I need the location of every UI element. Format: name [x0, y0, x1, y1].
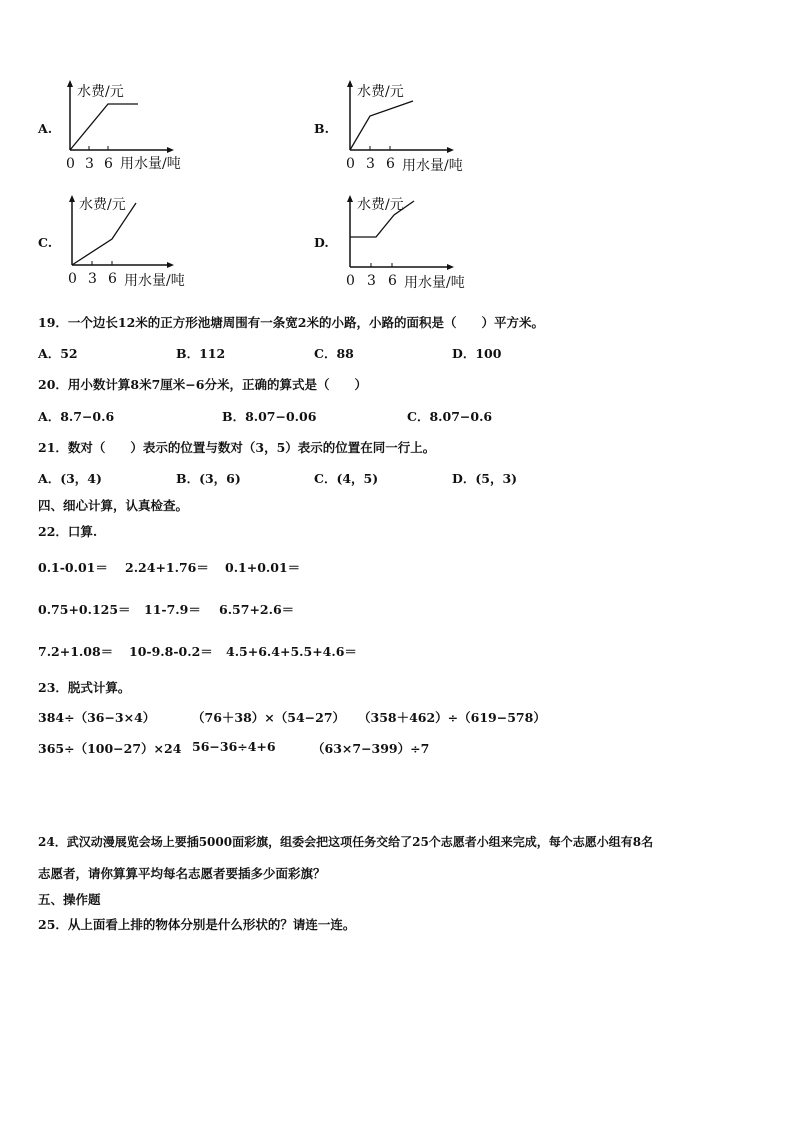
q24-line-1: 24．武汉动漫展览会场上要插5000面彩旗，组委会把这项任务交给了25个志愿者小组来完成，每个志愿小组有8名	[38, 835, 654, 849]
q23-item: （63×7−399）÷7	[312, 741, 430, 756]
q22-item: 2.24+1.76＝	[125, 560, 209, 575]
q21-option-b[interactable]: B．(3，6)	[176, 471, 241, 486]
tick-6: 6	[104, 156, 113, 172]
q24-line-2: 志愿者，请你算算平均每名志愿者要插多少面彩旗？	[38, 866, 326, 881]
q19-option-b[interactable]: B．112	[176, 346, 226, 361]
q20-option-c[interactable]: C．8.07−0.6	[407, 409, 493, 424]
q25-text: 25．从上面看上排的物体分别是什么形状的？请连一连。	[38, 917, 356, 932]
option-a-graph	[60, 80, 210, 180]
q22-item: 4.5+6.4+5.5+4.6＝	[226, 644, 357, 659]
tick-0: 0	[68, 271, 77, 287]
q22-item: 10-9.8-0.2＝	[129, 644, 213, 659]
option-d-graph	[340, 193, 490, 293]
tick-3: 3	[85, 156, 94, 172]
q21-text: 21．数对（ ）表示的位置与数对（3，5）表示的位置在同一行上。	[38, 440, 436, 455]
q22-item: 0.75+0.125＝	[38, 602, 131, 617]
q20-text: 20．用小数计算8米7厘米−6分米，正确的算式是（ ）	[38, 377, 367, 392]
option-b-graph	[340, 80, 490, 180]
q20-option-a[interactable]: A．8.7−0.6	[38, 409, 115, 424]
q19-option-d[interactable]: D．100	[452, 346, 502, 361]
option-d-label: D.	[314, 235, 329, 250]
tick-0: 0	[346, 273, 355, 289]
q21-option-d[interactable]: D．(5，3)	[452, 471, 518, 486]
y-axis-title: 水费/元	[79, 197, 126, 213]
option-c-graph	[62, 193, 212, 293]
q22-item: 7.2+1.08＝	[38, 644, 114, 659]
q22-item: 0.1+0.01＝	[225, 560, 301, 575]
y-axis-title: 水费/元	[357, 84, 404, 100]
tick-0: 0	[346, 156, 355, 172]
q23-item: 384÷（36−3×4）	[38, 710, 156, 725]
option-c-label: C.	[38, 235, 53, 250]
x-axis-title: 用水量/吨	[124, 273, 185, 289]
option-a-label: A.	[38, 121, 53, 136]
x-axis-title: 用水量/吨	[120, 156, 181, 172]
tick-6: 6	[388, 273, 397, 289]
q23-item: 365÷（100−27）×24	[38, 741, 182, 756]
q19-option-a[interactable]: A．52	[38, 346, 78, 361]
tick-0: 0	[66, 156, 75, 172]
y-axis-title: 水费/元	[77, 84, 124, 100]
q20-option-b[interactable]: B．8.07−0.06	[222, 409, 317, 424]
option-b-label: B.	[314, 121, 329, 136]
q22-item: 11-7.9＝	[144, 602, 201, 617]
tick-3: 3	[367, 273, 376, 289]
q21-option-a[interactable]: A．(3，4)	[38, 471, 102, 486]
q22-title: 22．口算.	[38, 524, 98, 539]
tick-3: 3	[88, 271, 97, 287]
q22-item: 0.1-0.01＝	[38, 560, 108, 575]
q19-text: 19．一个边长12米的正方形池塘周围有一条宽2米的小路，小路的面积是（ ）平方米。	[38, 315, 544, 330]
x-axis-title: 用水量/吨	[404, 275, 465, 291]
q23-item: （76＋38）×（54−27）	[192, 710, 346, 725]
x-axis-title: 用水量/吨	[402, 158, 463, 174]
section-4-heading: 四、细心计算，认真检查。	[38, 498, 189, 513]
q23-item: 56−36÷4+6	[192, 739, 276, 754]
y-axis-title: 水费/元	[357, 197, 404, 213]
q21-option-c[interactable]: C．(4，5)	[314, 471, 379, 486]
q23-title: 23．脱式计算。	[38, 680, 131, 695]
section-5-heading: 五、操作题	[38, 892, 101, 907]
tick-3: 3	[366, 156, 375, 172]
tick-6: 6	[108, 271, 117, 287]
q22-item: 6.57+2.6＝	[219, 602, 295, 617]
q19-option-c[interactable]: C．88	[314, 346, 354, 361]
tick-6: 6	[386, 156, 395, 172]
q23-item: （358＋462）÷（619−578）	[358, 710, 546, 725]
